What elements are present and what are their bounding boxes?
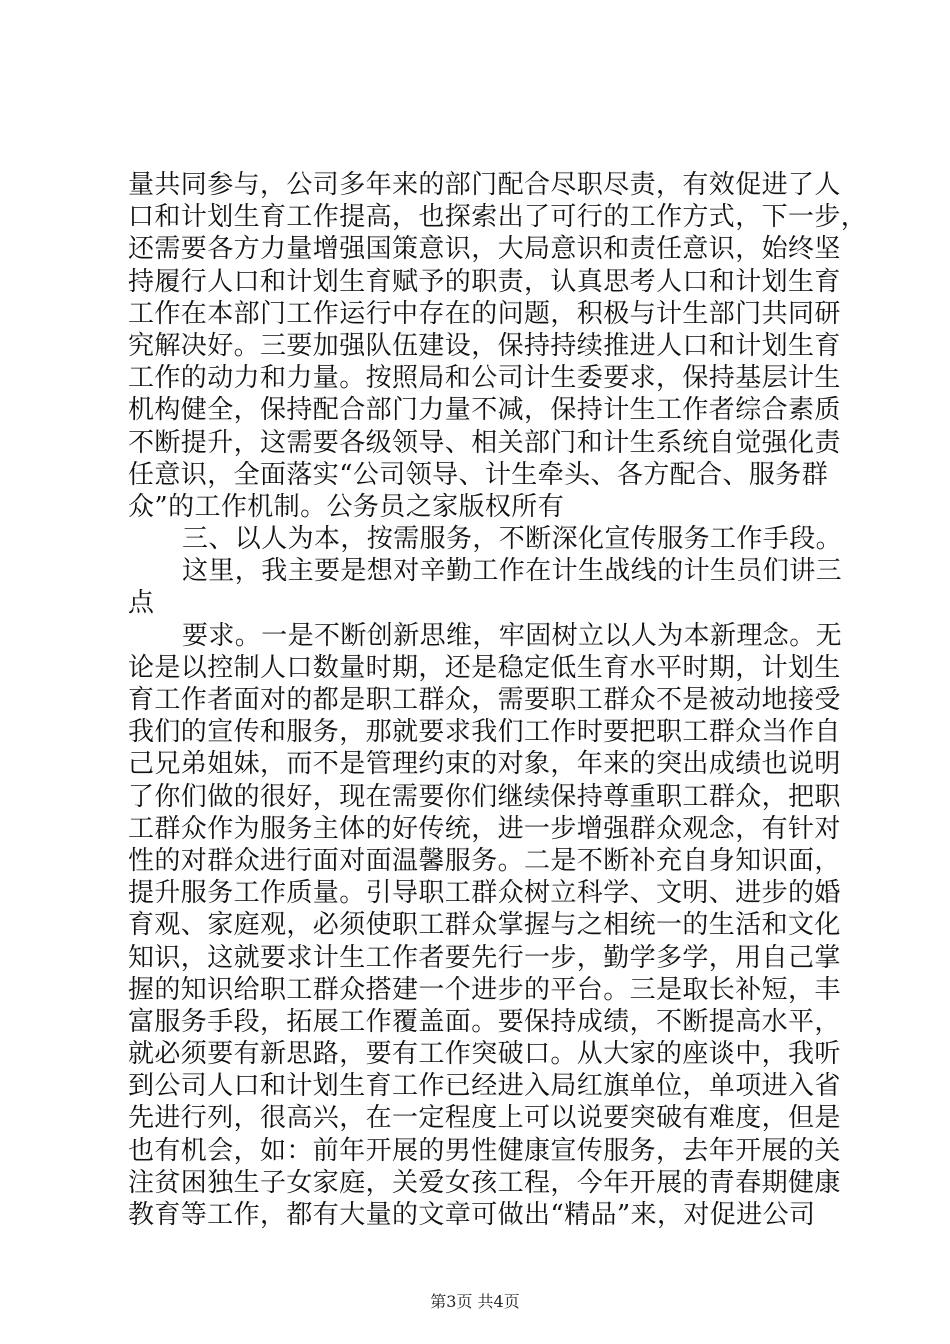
text-line: 育观、家庭观，必须使职工群众掌握与之相统一的生活和文化: [128, 910, 841, 941]
text-line: 提升服务工作质量。引导职工群众树立科学、文明、进步的婚: [128, 878, 841, 909]
text-line: 了你们做的很好，现在需要你们继续保持尊重职工群众，把职: [128, 781, 841, 812]
text-line: 到公司人口和计划生育工作已经进入局红旗单位，单项进入省: [128, 1071, 841, 1102]
text-line: 我们的宣传和服务，那就要求我们工作时要把职工群众当作自: [128, 717, 841, 748]
text-line: 工作的动力和力量。按照局和公司计生委要求，保持基层计生: [128, 363, 841, 394]
text-line: 己兄弟姐妹，而不是管理约束的对象，年来的突出成绩也说明: [128, 749, 841, 780]
text-line: 众”的工作机制。公务员之家版权所有: [128, 491, 565, 522]
text-line: 先进行列，很高兴，在一定程度上可以说要突破有难度，但是: [128, 1103, 841, 1134]
text-line: 富服务手段，拓展工作覆盖面。要保持成绩，不断提高水平，: [128, 1006, 841, 1037]
text-line: 要求。一是不断创新思维，牢固树立以人为本新理念。无: [182, 620, 843, 651]
text-line: 注贫困独生子女家庭，关爱女孩工程，今年开展的青春期健康: [128, 1167, 841, 1198]
text-line: 不断提升，这需要各级领导、相关部门和计生系统自觉强化责: [128, 427, 841, 458]
text-line: 工作在本部门工作运行中存在的问题，积极与计生部门共同研: [128, 298, 841, 329]
page-footer: 第3页 共4页: [430, 1292, 520, 1311]
text-line: 机构健全，保持配合部门力量不减，保持计生工作者综合素质: [128, 395, 841, 426]
text-line: 三、以人为本，按需服务，不断深化宣传服务工作手段。: [182, 524, 843, 555]
text-line: 这里，我主要是想对辛勤工作在计生战线的计生员们讲三: [182, 556, 843, 587]
text-line: 口和计划生育工作提高，也探索出了可行的工作方式，下一步，: [128, 202, 868, 233]
text-line: 还需要各方力量增强国策意识，大局意识和责任意识，始终坚: [128, 234, 841, 265]
text-line: 点: [128, 588, 155, 619]
text-line: 知识，这就要求计生工作者要先行一步，勤学多学，用自己掌: [128, 942, 841, 973]
text-line: 工群众作为服务主体的好传统，进一步增强群众观念，有针对: [128, 813, 841, 844]
text-line: 任意识，全面落实“公司领导、计生牵头、各方配合、服务群: [128, 459, 829, 490]
text-line: 握的知识给职工群众搭建一个进步的平台。三是取长补短，丰: [128, 974, 841, 1005]
text-line: 持履行人口和计划生育赋予的职责，认真思考人口和计划生育: [128, 266, 841, 297]
body-text: [128, 169, 868, 1231]
text-line: 性的对群众进行面对面温馨服务。二是不断补充自身知识面，: [128, 845, 841, 876]
text-line: 也有机会，如：前年开展的男性健康宣传服务，去年开展的关: [128, 1135, 841, 1166]
text-line: 究解决好。三要加强队伍建设，保持持续推进人口和计划生育: [128, 330, 841, 361]
text-line: 论是以控制人口数量时期，还是稳定低生育水平时期，计划生: [128, 652, 841, 683]
text-line: 育工作者面对的都是职工群众，需要职工群众不是被动地接受: [128, 685, 841, 715]
text-line: 就必须要有新思路，要有工作突破口。从大家的座谈中，我听: [128, 1039, 841, 1070]
text-line: 教育等工作，都有大量的文章可做出“精品”来，对促进公司: [128, 1200, 816, 1230]
text-line: 量共同参与，公司多年来的部门配合尽职尽责，有效促进了人: [128, 170, 841, 200]
